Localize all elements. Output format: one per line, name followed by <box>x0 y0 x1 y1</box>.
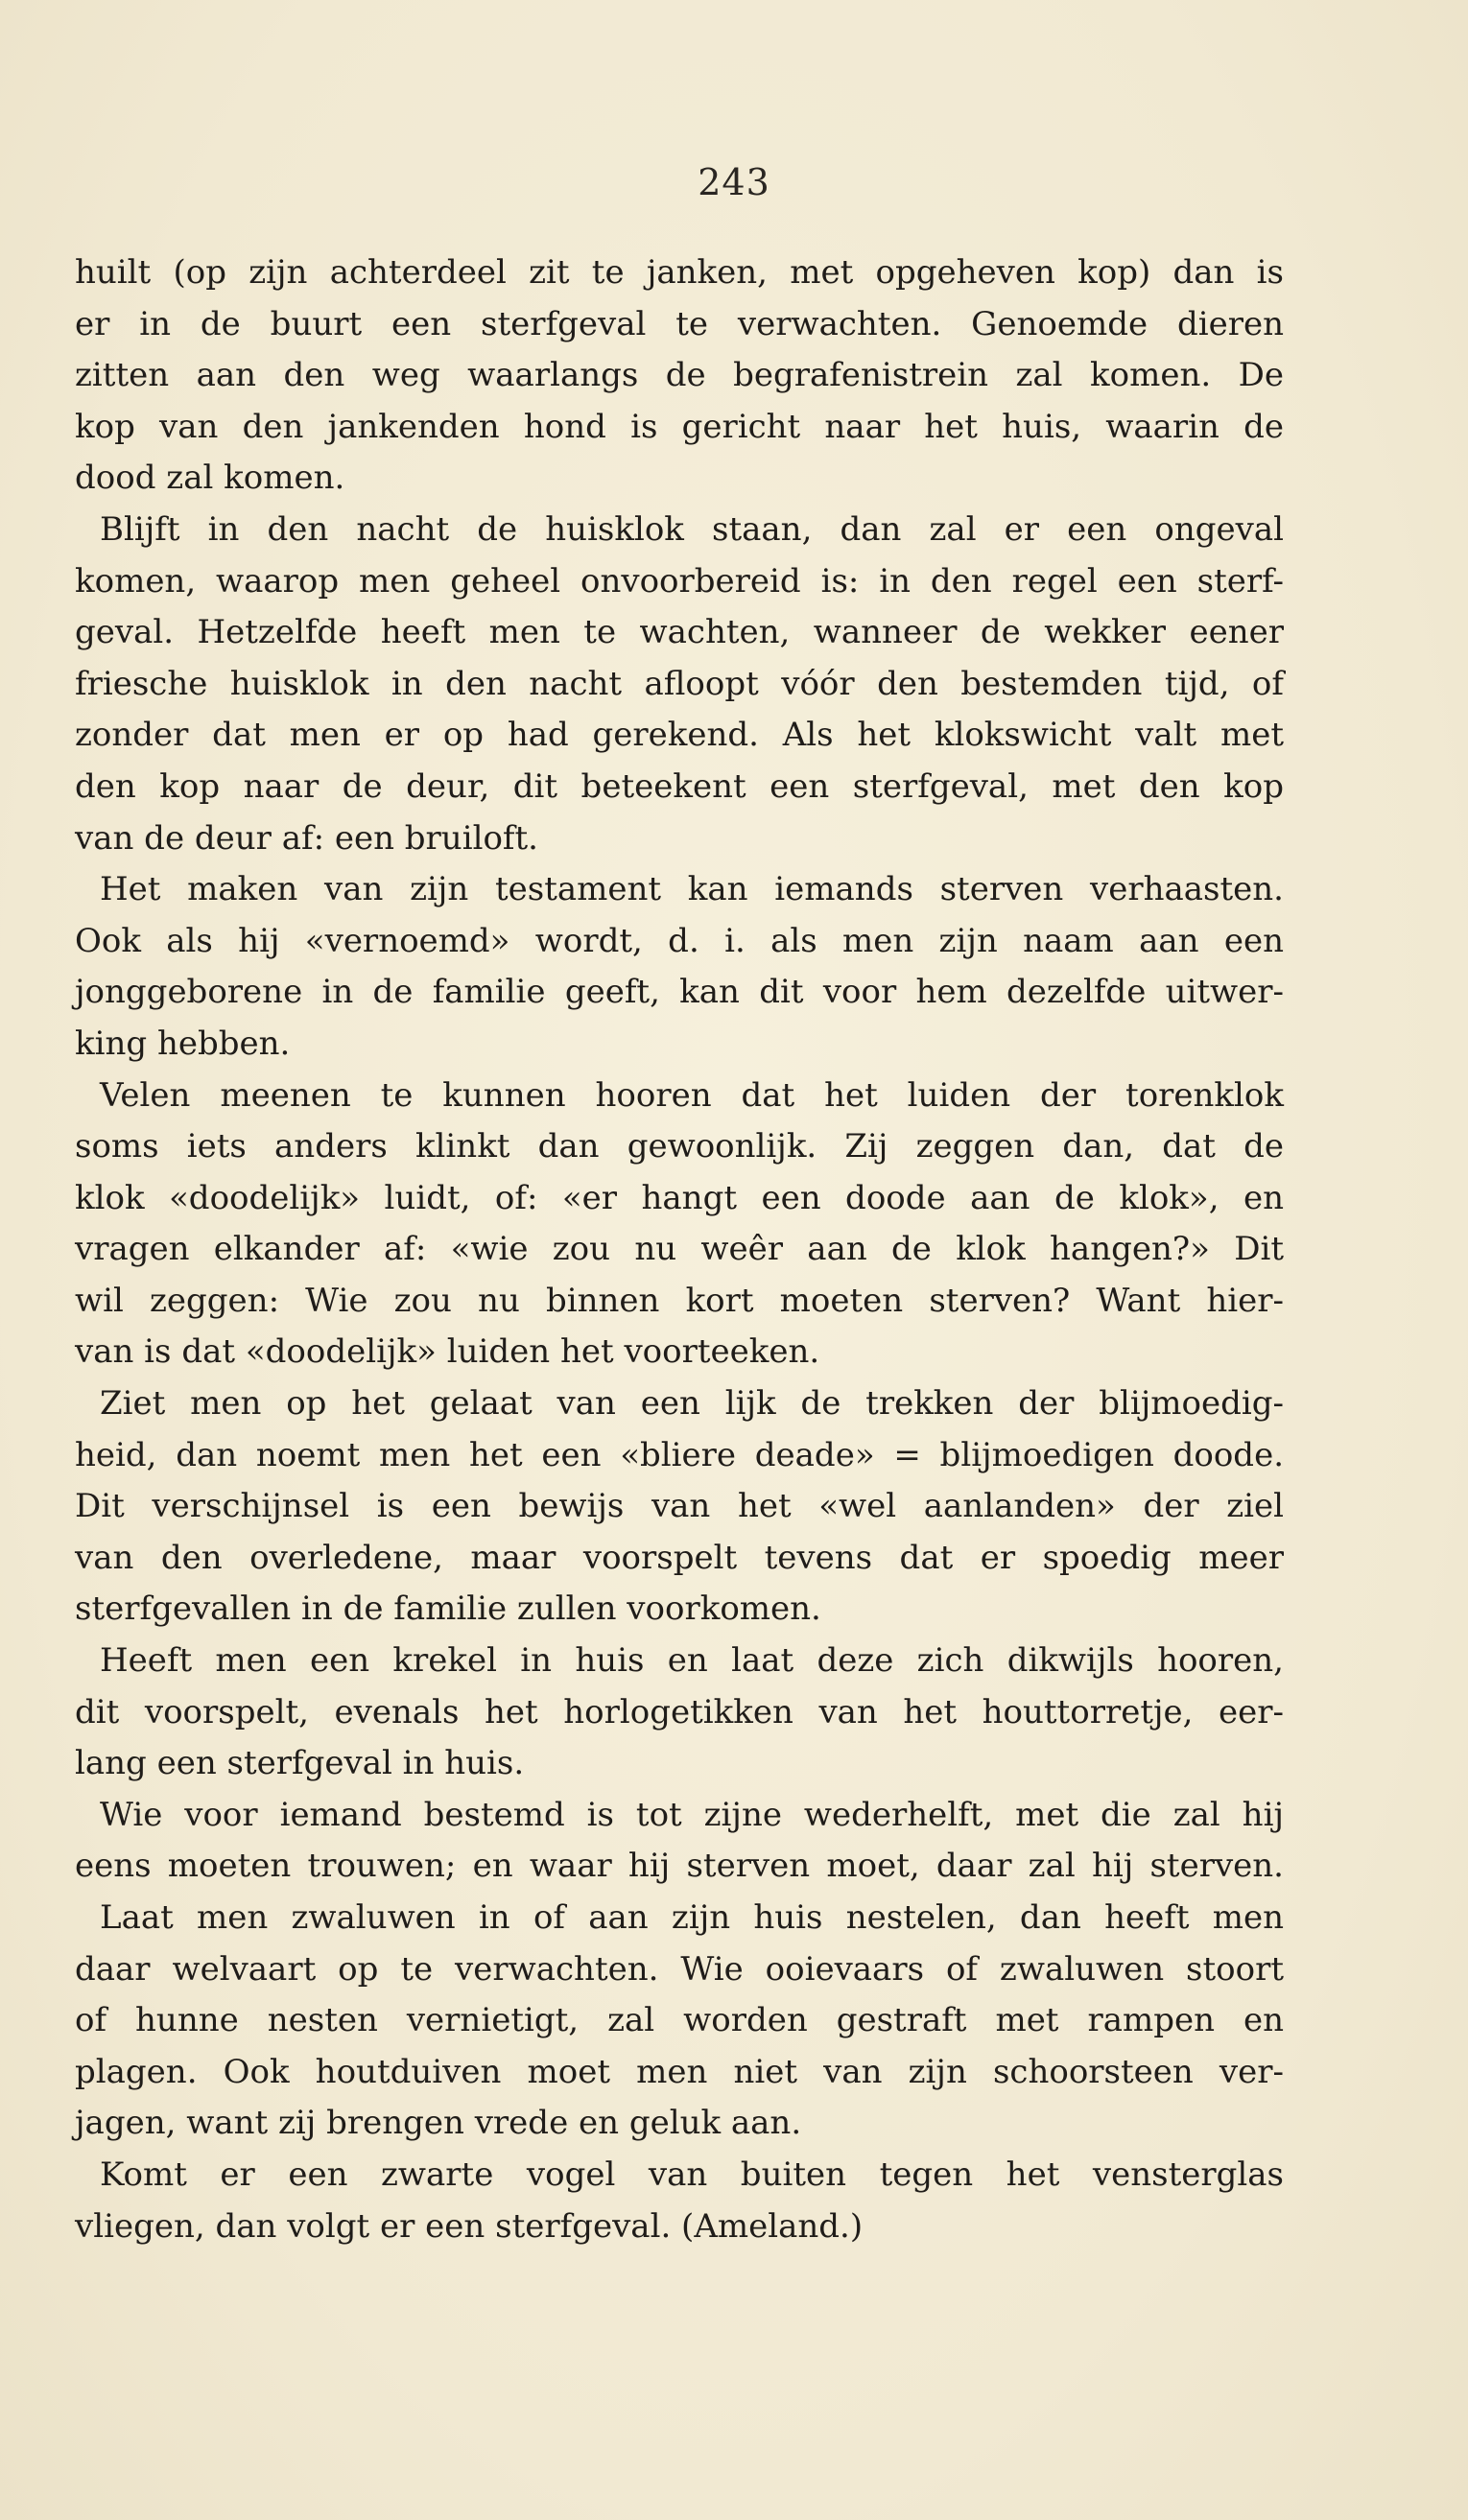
text-line: klok «doodelijk» luidt, of: «er hangt een doode aan de klok», en <box>75 1178 1284 1217</box>
text-line: van de deur af: een bruiloft. <box>75 818 538 858</box>
text-line: Blijft in den nacht de huisklok staan, dan zal er een ongeval <box>100 509 1284 549</box>
text-line: king hebben. <box>75 1024 291 1063</box>
body-text <box>75 247 1284 2252</box>
text-line: komen, waarop men geheel onvoorbereid is: in den regel een sterf- <box>75 561 1284 601</box>
text-line: sterfgevallen in de familie zullen voorkomen. <box>75 1590 821 1629</box>
text-line: jagen, want zij brengen vrede en geluk aan. <box>75 2104 802 2143</box>
text-line: den kop naar de deur, dit beteekent een sterfgeval, met den kop <box>75 766 1284 806</box>
text-line: Heeft men een krekel in huis en laat deze zich dikwijls hooren, <box>100 1641 1284 1681</box>
page-number: 243 <box>698 161 770 203</box>
text-line: soms iets anders klinkt dan gewoonlijk. Zij zeggen dan, dat de <box>75 1127 1284 1166</box>
text-line: wil zeggen: Wie zou nu binnen kort moeten sterven? Want hier- <box>75 1281 1284 1320</box>
text-line: Ziet men op het gelaat van een lijk de trekken der blijmoedig- <box>100 1384 1284 1424</box>
text-line: van is dat «doodelijk» luiden het voorteeken. <box>75 1332 820 1372</box>
text-line: of hunne nesten vernietigt, zal worden gestraft met rampen en <box>75 2001 1284 2040</box>
text-line: zitten aan den weg waarlangs de begrafenistrein zal komen. De <box>75 356 1284 395</box>
text-line: Komt er een zwarte vogel van buiten tegen het vensterglas <box>100 2155 1284 2194</box>
text-line: zonder dat men er op had gerekend. Als het klokswicht valt met <box>75 716 1284 755</box>
text-line: lang een sterfgeval in huis. <box>75 1744 525 1783</box>
text-line: Ook als hij «vernoemd» wordt, d. i. als men zijn naam aan een <box>75 921 1284 960</box>
text-line: er in de buurt een sterfgeval te verwachten. Genoemde dieren <box>75 304 1284 343</box>
text-line: van den overledene, maar voorspelt tevens dat er spoedig meer <box>75 1538 1284 1577</box>
text-line: geval. Hetzelfde heeft men te wachten, wanneer de wekker eener <box>75 613 1284 652</box>
text-line: Laat men zwaluwen in of aan zijn huis nestelen, dan heeft men <box>100 1898 1284 1937</box>
text-line: friesche huisklok in den nacht afloopt vóór den bestemden tijd, of <box>75 664 1284 703</box>
text-line: daar welvaart op te verwachten. Wie ooievaars of zwaluwen stoort <box>75 1949 1284 1989</box>
text-line: vliegen, dan volgt er een sterfgeval. (Ameland.) <box>75 2206 864 2246</box>
text-line: heid, dan noemt men het een «bliere deade» = blijmoedigen doode. <box>75 1435 1284 1474</box>
text-line: dood zal komen. <box>75 459 345 498</box>
text-line: vragen elkander af: «wie zou nu weêr aan de klok hangen?» Dit <box>75 1230 1284 1269</box>
text-line: huilt (op zijn achterdeel zit te janken, met opgeheven kop) dan is <box>75 253 1284 292</box>
text-line: Velen meenen te kunnen hooren dat het luiden der torenklok <box>100 1075 1284 1115</box>
text-line: eens moeten trouwen; en waar hij sterven moet, daar zal hij sterven. <box>75 1847 1284 1886</box>
text-line: kop van den jankenden hond is gericht naar het huis, waarin de <box>75 407 1284 446</box>
text-line: dit voorspelt, evenals het horlogetikken van het houttorretje, eer- <box>75 1692 1284 1731</box>
text-line: jonggeborene in de familie geeft, kan dit voor hem dezelfde uitwer- <box>75 973 1284 1012</box>
text-line: plagen. Ook houtduiven moet men niet van zijn schoorsteen ver- <box>75 2052 1284 2091</box>
text-line: Het maken van zijn testament kan iemands sterven verhaasten. <box>100 870 1284 909</box>
text-line: Wie voor iemand bestemd is tot zijne wederhelft, met die zal hij <box>100 1795 1284 1834</box>
text-line: Dit verschijnsel is een bewijs van het «wel aanlanden» der ziel <box>75 1487 1284 1526</box>
